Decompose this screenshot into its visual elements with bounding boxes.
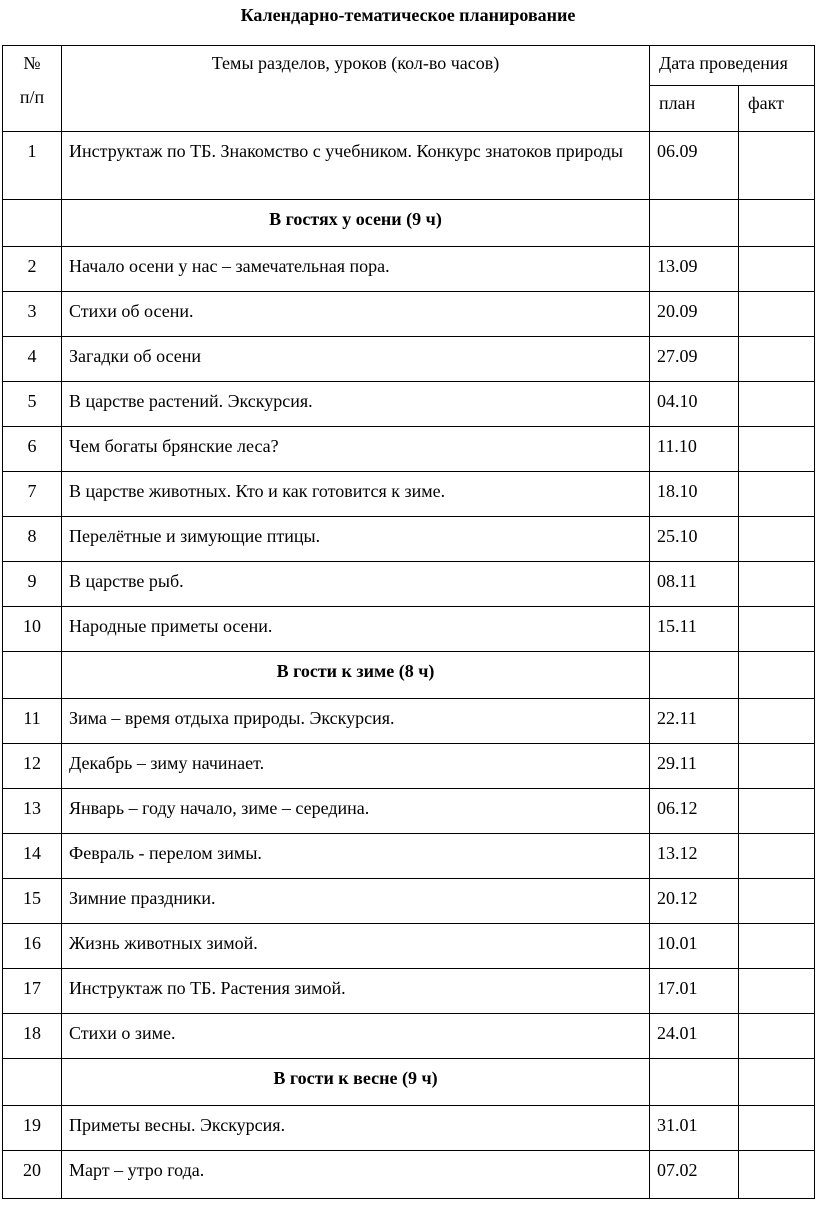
header-fact: факт <box>739 86 815 132</box>
lesson-fact-date <box>739 607 815 652</box>
lesson-number: 16 <box>3 924 62 969</box>
table-row <box>3 744 815 789</box>
lesson-fact-date <box>739 132 815 200</box>
section-empty-num <box>3 200 62 247</box>
lesson-fact-date <box>739 472 815 517</box>
lesson-topic: Январь – году начало, зиме – середина. <box>62 789 650 834</box>
lesson-plan-date: 31.01 <box>650 1106 739 1151</box>
lesson-number: 19 <box>3 1106 62 1151</box>
table-row <box>3 337 815 382</box>
lesson-number: 5 <box>3 382 62 427</box>
lesson-topic: Народные приметы осени. <box>62 607 650 652</box>
lesson-fact-date <box>739 1151 815 1199</box>
lesson-fact-date <box>739 699 815 744</box>
lesson-fact-date <box>739 292 815 337</box>
lesson-number: 17 <box>3 969 62 1014</box>
lesson-number: 8 <box>3 517 62 562</box>
table-row <box>3 924 815 969</box>
lesson-number: 7 <box>3 472 62 517</box>
planning-table <box>2 45 815 1199</box>
lesson-plan-date: 22.11 <box>650 699 739 744</box>
lesson-number: 6 <box>3 427 62 472</box>
section-title: В гостях у осени (9 ч) <box>62 200 650 247</box>
table-row <box>3 607 815 652</box>
section-row <box>3 1059 815 1106</box>
section-row <box>3 200 815 247</box>
lesson-plan-date: 04.10 <box>650 382 739 427</box>
lesson-number: 2 <box>3 247 62 292</box>
section-empty-fact <box>739 200 815 247</box>
lesson-topic: Стихи о зиме. <box>62 1014 650 1059</box>
lesson-fact-date <box>739 879 815 924</box>
section-empty-fact <box>739 1059 815 1106</box>
lesson-topic: В царстве рыб. <box>62 562 650 607</box>
lesson-number: 14 <box>3 834 62 879</box>
section-title: В гости к весне (9 ч) <box>62 1059 650 1106</box>
table-row <box>3 517 815 562</box>
section-title: В гости к зиме (8 ч) <box>62 652 650 699</box>
table-row <box>3 699 815 744</box>
header-num <box>3 46 62 132</box>
table-row <box>3 132 815 200</box>
lesson-topic: Загадки об осени <box>62 337 650 382</box>
lesson-number: 11 <box>3 699 62 744</box>
section-empty-fact <box>739 652 815 699</box>
lesson-topic: В царстве животных. Кто и как готовится к зиме. <box>62 472 650 517</box>
lesson-number: 15 <box>3 879 62 924</box>
lesson-number: 4 <box>3 337 62 382</box>
table-row <box>3 382 815 427</box>
section-empty-plan <box>650 1059 739 1106</box>
lesson-plan-date: 18.10 <box>650 472 739 517</box>
lesson-number: 12 <box>3 744 62 789</box>
lesson-number: 9 <box>3 562 62 607</box>
lesson-number: 1 <box>3 132 62 200</box>
lesson-number: 18 <box>3 1014 62 1059</box>
lesson-topic: Чем богаты брянские леса? <box>62 427 650 472</box>
lesson-fact-date <box>739 562 815 607</box>
lesson-topic: Инструктаж по ТБ. Растения зимой. <box>62 969 650 1014</box>
lesson-plan-date: 10.01 <box>650 924 739 969</box>
lesson-fact-date <box>739 382 815 427</box>
lesson-fact-date <box>739 789 815 834</box>
lesson-topic: Февраль - перелом зимы. <box>62 834 650 879</box>
lesson-number: 20 <box>3 1151 62 1199</box>
section-empty-num <box>3 1059 62 1106</box>
table-row <box>3 969 815 1014</box>
header-plan: план <box>650 86 739 132</box>
table-row <box>3 1151 815 1199</box>
section-row <box>3 652 815 699</box>
header-num-line2: п/п <box>19 87 45 107</box>
table-row <box>3 834 815 879</box>
lesson-plan-date: 27.09 <box>650 337 739 382</box>
lesson-plan-date: 25.10 <box>650 517 739 562</box>
header-row <box>3 46 815 86</box>
lesson-fact-date <box>739 517 815 562</box>
lesson-fact-date <box>739 744 815 789</box>
table-row <box>3 292 815 337</box>
lesson-plan-date: 20.09 <box>650 292 739 337</box>
table-row <box>3 1014 815 1059</box>
lesson-number: 3 <box>3 292 62 337</box>
table-row <box>3 472 815 517</box>
lesson-plan-date: 08.11 <box>650 562 739 607</box>
header-date: Дата проведения <box>650 46 815 86</box>
lesson-topic: Зима – время отдыха природы. Экскурсия. <box>62 699 650 744</box>
header-num-line1: № <box>23 53 41 73</box>
lesson-fact-date <box>739 427 815 472</box>
lesson-topic: Декабрь – зиму начинает. <box>62 744 650 789</box>
lesson-topic: Стихи об осени. <box>62 292 650 337</box>
lesson-topic: Инструктаж по ТБ. Знакомство с учебником. Конкурс знатоков природы <box>62 132 650 200</box>
lesson-plan-date: 15.11 <box>650 607 739 652</box>
lesson-topic: В царстве растений. Экскурсия. <box>62 382 650 427</box>
lesson-fact-date <box>739 834 815 879</box>
lesson-topic: Начало осени у нас – замечательная пора. <box>62 247 650 292</box>
lesson-plan-date: 13.09 <box>650 247 739 292</box>
table-row <box>3 427 815 472</box>
document-title: Календарно-тематическое планирование <box>240 5 576 25</box>
lesson-fact-date <box>739 1106 815 1151</box>
lesson-topic: Перелётные и зимующие птицы. <box>62 517 650 562</box>
table-row <box>3 1106 815 1151</box>
section-empty-plan <box>650 652 739 699</box>
lesson-fact-date <box>739 924 815 969</box>
lesson-plan-date: 17.01 <box>650 969 739 1014</box>
table-row <box>3 247 815 292</box>
lesson-fact-date <box>739 969 815 1014</box>
lesson-topic: Жизнь животных зимой. <box>62 924 650 969</box>
section-empty-num <box>3 652 62 699</box>
lesson-plan-date: 06.09 <box>650 132 739 200</box>
lesson-number: 13 <box>3 789 62 834</box>
lesson-plan-date: 07.02 <box>650 1151 739 1199</box>
lesson-number: 10 <box>3 607 62 652</box>
lesson-fact-date <box>739 1014 815 1059</box>
lesson-fact-date <box>739 247 815 292</box>
lesson-topic: Приметы весны. Экскурсия. <box>62 1106 650 1151</box>
lesson-plan-date: 29.11 <box>650 744 739 789</box>
lesson-fact-date <box>739 337 815 382</box>
lesson-plan-date: 24.01 <box>650 1014 739 1059</box>
header-topic: Темы разделов, уроков (кол-во часов) <box>62 46 650 132</box>
table-row <box>3 879 815 924</box>
lesson-plan-date: 11.10 <box>650 427 739 472</box>
table-row <box>3 789 815 834</box>
lesson-topic: Зимние праздники. <box>62 879 650 924</box>
table-row <box>3 562 815 607</box>
lesson-plan-date: 06.12 <box>650 789 739 834</box>
lesson-topic: Март – утро года. <box>62 1151 650 1199</box>
lesson-plan-date: 13.12 <box>650 834 739 879</box>
section-empty-plan <box>650 200 739 247</box>
lesson-plan-date: 20.12 <box>650 879 739 924</box>
